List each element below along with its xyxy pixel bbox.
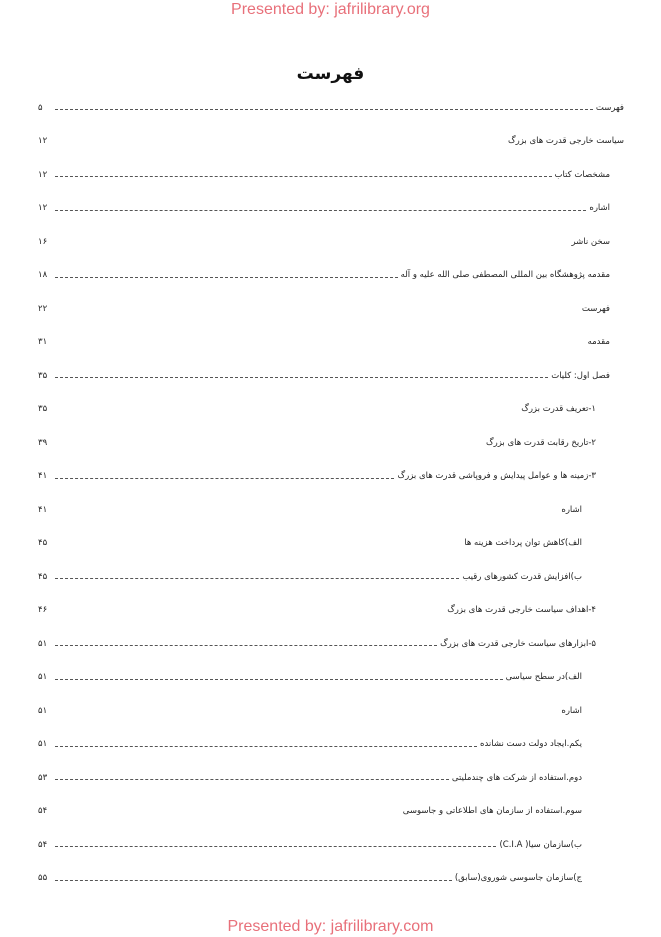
toc-entry-page-number: ۳۵	[38, 370, 48, 381]
toc-entry[interactable]	[38, 594, 624, 628]
toc-entry-page-number: ۳۹	[38, 437, 48, 448]
toc-entry-page-number: ۵	[38, 102, 43, 113]
toc-entry[interactable]	[38, 426, 624, 460]
toc-entry[interactable]	[38, 828, 624, 862]
toc-entry[interactable]	[38, 560, 624, 594]
toc-entry-title: ۳-زمینه ها و عوامل پیدایش و فروپاشی قدرت های بزرگ	[397, 471, 596, 482]
dot-leader	[55, 377, 548, 378]
table-of-contents	[38, 91, 624, 895]
toc-entry-page-number: ۱۲	[38, 136, 48, 147]
toc-entry[interactable]	[38, 192, 624, 226]
toc-entry[interactable]	[38, 225, 624, 259]
toc-entry-page-number: ۱۲	[38, 169, 48, 180]
toc-entry-page-number: ۱۶	[38, 236, 48, 247]
toc-entry-title: ب)سازمان سیا( C.I.A)	[499, 839, 582, 850]
toc-entry-title: یکم.ایجاد دولت دست نشانده	[479, 739, 582, 750]
toc-entry-page-number: ۳۱	[38, 337, 48, 348]
toc-entry-title: الف)در سطح سیاسی	[505, 672, 582, 683]
toc-entry[interactable]	[38, 393, 624, 427]
dot-leader	[55, 645, 437, 646]
dot-leader	[55, 210, 586, 211]
toc-entry-title: سخن ناشر	[571, 236, 610, 247]
dot-leader	[55, 109, 593, 110]
dot-leader	[55, 578, 459, 579]
toc-entry[interactable]	[38, 627, 624, 661]
toc-entry-title: ۵-ابزارهای سیاست خارجی قدرت های بزرگ	[440, 638, 596, 649]
toc-entry-title: مقدمه	[587, 337, 610, 348]
toc-entry-title: سیاست خارجی قدرت های بزرگ	[508, 136, 624, 147]
dot-leader	[55, 176, 552, 177]
toc-entry-title: ۴-اهداف سیاست خارجی قدرت های بزرگ	[447, 605, 596, 616]
dot-leader	[55, 679, 503, 680]
toc-entry[interactable]	[38, 493, 624, 527]
toc-entry[interactable]	[38, 125, 624, 159]
toc-entry[interactable]	[38, 694, 624, 728]
dot-leader	[55, 880, 452, 881]
toc-entry[interactable]	[38, 761, 624, 795]
dot-leader	[55, 277, 398, 278]
toc-entry-page-number: ۱۸	[38, 270, 48, 281]
toc-entry-title: فهرست	[581, 303, 610, 314]
toc-entry-page-number: ۵۴	[38, 839, 48, 850]
toc-entry-page-number: ۴۶	[38, 605, 48, 616]
toc-entry[interactable]	[38, 326, 624, 360]
toc-entry-title: اشاره	[561, 504, 582, 515]
toc-entry-page-number: ۴۵	[38, 571, 48, 582]
toc-entry-page-number: ۵۱	[38, 638, 48, 649]
toc-entry-title: ۲-تاریخ رقابت قدرت های بزرگ	[486, 437, 596, 448]
toc-entry-page-number: ۵۱	[38, 672, 48, 683]
dot-leader	[55, 779, 449, 780]
toc-entry-title: اشاره	[561, 705, 582, 716]
toc-entry-page-number: ۵۵	[38, 873, 48, 884]
toc-entry-title: سوم.استفاده از سازمان های اطلاعاتی و جاسوسی	[402, 806, 582, 817]
toc-entry-page-number: ۲۲	[38, 303, 48, 314]
watermark-top: Presented by: jafrilibrary.org	[231, 1, 430, 18]
toc-entry-title: ب)افزایش قدرت کشورهای رقیب	[462, 571, 582, 582]
toc-entry-title: ۱-تعریف قدرت بزرگ	[521, 404, 596, 415]
toc-entry-title: مقدمه پژوهشگاه بین المللی المصطفی صلی الله علیه و آله	[400, 270, 610, 281]
toc-entry-page-number: ۳۵	[38, 404, 48, 415]
toc-entry-page-number: ۴۵	[38, 538, 48, 549]
toc-entry[interactable]	[38, 259, 624, 293]
dot-leader	[55, 478, 394, 479]
toc-entry-title: الف)کاهش توان پرداخت هزینه ها	[464, 538, 582, 549]
dot-leader	[55, 746, 477, 747]
toc-entry-title: دوم.استفاده از شرکت های چندملیتی	[451, 772, 582, 783]
toc-entry-page-number: ۴۱	[38, 504, 48, 515]
toc-entry-page-number: ۴۱	[38, 471, 48, 482]
toc-entry[interactable]	[38, 91, 624, 125]
toc-entry-page-number: ۱۲	[38, 203, 48, 214]
toc-entry[interactable]	[38, 460, 624, 494]
toc-entry-title: فصل اول: کلیات	[551, 370, 610, 381]
toc-entry-page-number: ۵۱	[38, 739, 48, 750]
toc-entry-title: مشخصات کتاب	[554, 169, 610, 180]
toc-entry[interactable]	[38, 728, 624, 762]
toc-entry[interactable]	[38, 661, 624, 695]
toc-entry-page-number: ۵۱	[38, 705, 48, 716]
dot-leader	[55, 846, 496, 847]
toc-entry-page-number: ۵۴	[38, 806, 48, 817]
toc-entry-title: اشاره	[589, 203, 610, 214]
toc-entry[interactable]	[38, 862, 624, 896]
toc-entry-title: ج)سازمان جاسوسی شوروی(سابق)	[454, 873, 582, 884]
toc-entry[interactable]	[38, 292, 624, 326]
page-title: فهرست	[296, 64, 365, 85]
watermark-bottom: Presented by: jafrilibrary.com	[227, 918, 434, 935]
toc-entry-page-number: ۵۳	[38, 772, 48, 783]
toc-entry[interactable]	[38, 795, 624, 829]
toc-entry[interactable]	[38, 158, 624, 192]
toc-entry[interactable]	[38, 527, 624, 561]
toc-entry-title: فهرست	[595, 102, 624, 113]
toc-entry[interactable]	[38, 359, 624, 393]
